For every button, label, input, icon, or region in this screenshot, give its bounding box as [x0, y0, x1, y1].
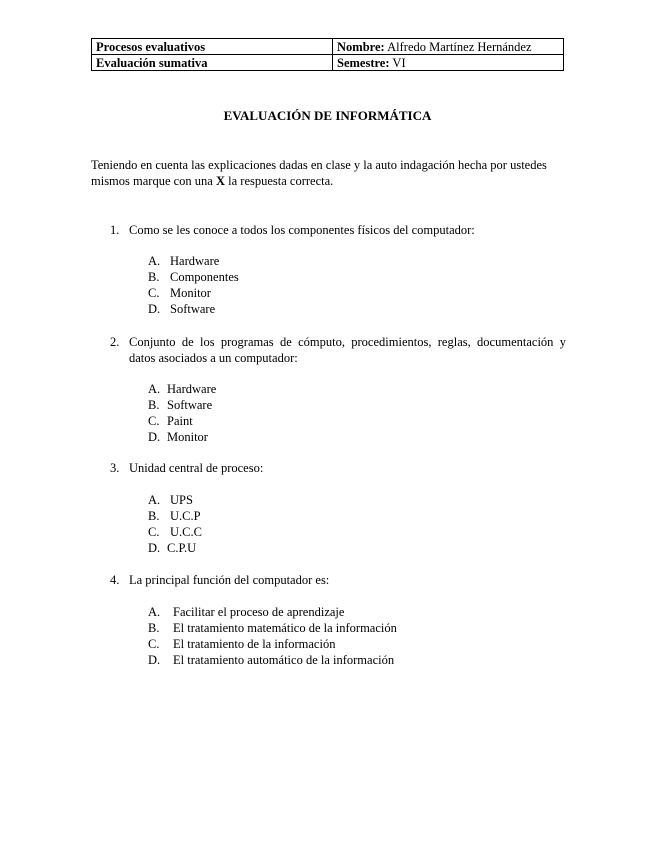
- option-text: El tratamiento matemático de la información: [173, 621, 397, 635]
- option-letter: A.: [148, 254, 161, 268]
- question-4: [110, 572, 566, 588]
- question-text: La principal función del computador es:: [129, 573, 330, 587]
- instructions-text-end: la respuesta correcta.: [225, 174, 334, 188]
- evaluation-type-cell: Evaluación sumativa: [92, 55, 333, 71]
- header-row: [92, 55, 564, 71]
- option-text: Software: [167, 398, 213, 412]
- option-letter: B.: [148, 270, 160, 284]
- semester-value: VI: [389, 55, 406, 70]
- option-letter: B.: [148, 509, 160, 523]
- option-text: Paint: [167, 414, 193, 428]
- option-text: El tratamiento de la información: [173, 637, 336, 651]
- option-letter: D.: [148, 541, 161, 555]
- question-number: 4.: [110, 573, 120, 587]
- name-cell: [333, 39, 564, 55]
- option-text: Software: [170, 302, 216, 316]
- question-number: 2.: [110, 335, 120, 349]
- option-text: Hardware: [170, 254, 220, 268]
- option-letter: A.: [148, 493, 161, 507]
- question-1: [110, 222, 566, 238]
- question-number: 1.: [110, 223, 120, 237]
- header-row: [92, 39, 564, 55]
- option-letter: D.: [148, 430, 161, 444]
- option-letter: C.: [148, 525, 160, 539]
- question-2: [110, 334, 566, 366]
- option-letter: D.: [148, 653, 161, 667]
- option-text: UPS: [170, 493, 193, 507]
- option-text: C.P.U: [167, 541, 197, 555]
- option-text: Hardware: [167, 382, 217, 396]
- instructions-text: Teniendo en cuenta las explicaciones dadas en clase y la auto indagación hecha por ustedes mismos marque con una: [91, 158, 547, 188]
- question-text: Unidad central de proceso:: [129, 461, 264, 475]
- option-text: Facilitar el proceso de aprendizaje: [173, 605, 345, 619]
- option-letter: D.: [148, 302, 161, 316]
- document-title: EVALUACIÓN DE INFORMÁTICA: [223, 108, 432, 123]
- option-letter: C.: [148, 286, 160, 300]
- semester-label: Semestre:: [337, 55, 390, 70]
- question-text: Conjunto de los programas de cómputo, procedimientos, reglas, documentación y datos asociados a un computador:: [129, 335, 566, 365]
- name-value: Alfredo Martínez Hernández: [384, 39, 532, 54]
- question-text: Como se les conoce a todos los componentes físicos del computador:: [129, 223, 475, 237]
- option-text: U.C.P: [170, 509, 201, 523]
- option-text: U.C.C: [170, 525, 202, 539]
- option-letter: A.: [148, 605, 161, 619]
- option-letter: B.: [148, 398, 160, 412]
- option-text: Monitor: [170, 286, 211, 300]
- option-letter: C.: [148, 414, 160, 428]
- option-letter: A.: [148, 382, 161, 396]
- option-text: Monitor: [167, 430, 208, 444]
- option-text: Componentes: [170, 270, 239, 284]
- instructions-mark: X: [215, 174, 226, 188]
- instructions: [91, 157, 566, 189]
- name-label: Nombre:: [337, 39, 385, 54]
- question-3: [110, 460, 566, 476]
- option-text: El tratamiento automático de la información: [173, 653, 395, 667]
- question-number: 3.: [110, 461, 120, 475]
- option-letter: B.: [148, 621, 160, 635]
- process-cell: Procesos evaluativos: [92, 39, 333, 55]
- option-letter: C.: [148, 637, 160, 651]
- header-table: [91, 38, 564, 71]
- semester-cell: [333, 55, 564, 71]
